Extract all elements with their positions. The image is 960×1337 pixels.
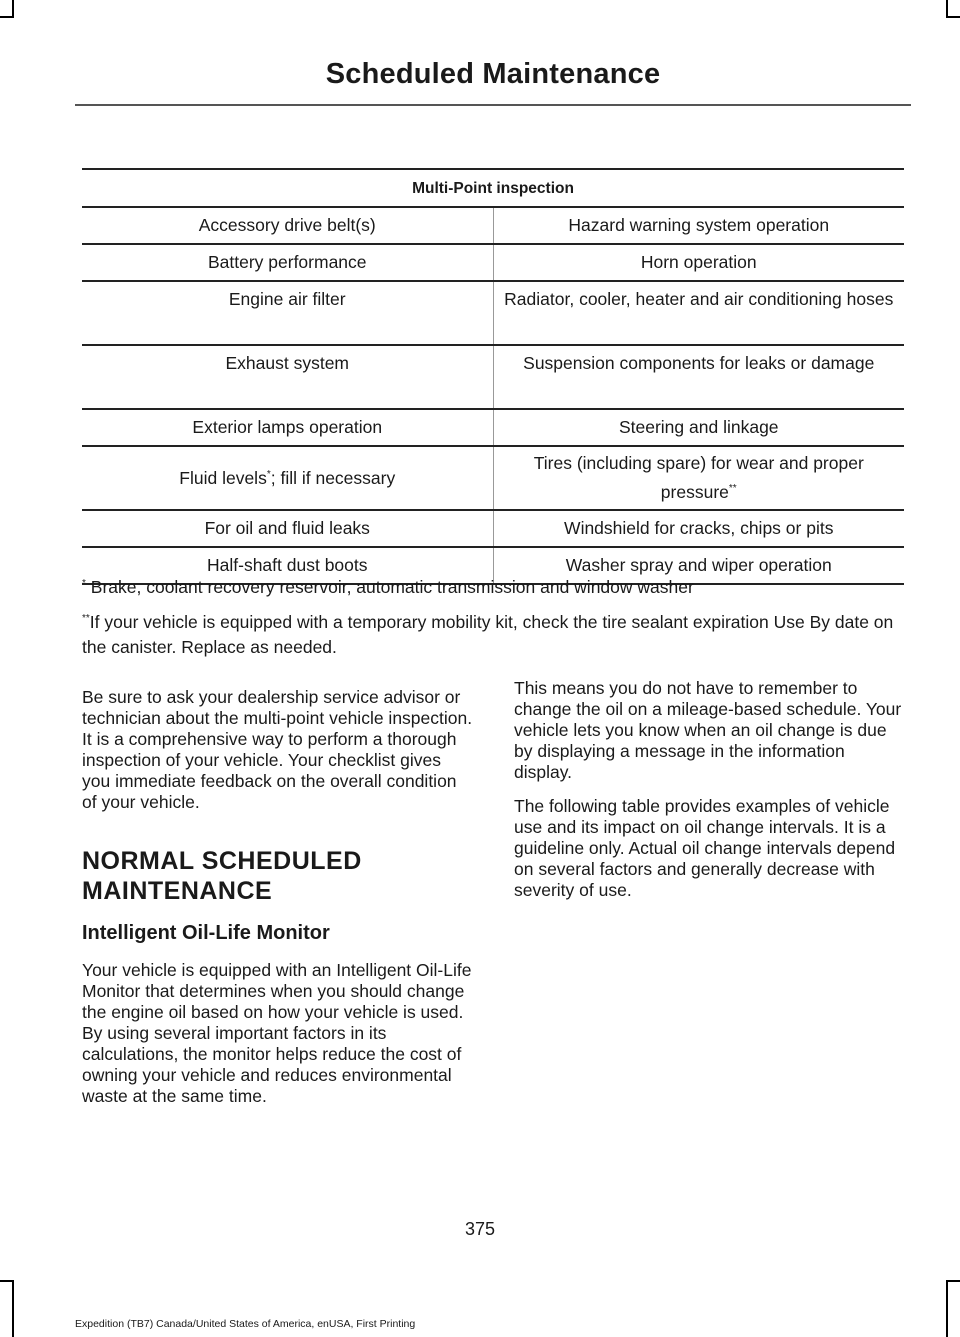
intro-paragraph: Be sure to ask your dealership service advisor or technician about the multi-point vehicle inspection. It is a comprehensive way to perform a thorough inspection of your vehicle. Your checklist gives you immediate feedback on the overall condition of your vehicle.: [82, 687, 473, 812]
table-cell: Washer spray and wiper operation: [493, 547, 904, 584]
table-cell: Battery performance: [82, 244, 493, 281]
multi-point-inspection-table: [82, 168, 904, 585]
table-row: [82, 510, 904, 547]
table-cell: Windshield for cracks, chips or pits: [493, 510, 904, 547]
crop-mark: [0, 1280, 14, 1282]
footnote-text: Brake, coolant recovery reservoir, automatic transmission and window washer: [85, 577, 694, 597]
cell-text: Fluid levels: [179, 467, 267, 488]
footnote-text: If your vehicle is equipped with a temporary mobility kit, check the tire sealant expiration Use By date on the canister. Replace as needed.: [82, 612, 894, 657]
table-cell: [82, 446, 493, 510]
table-cell: Accessory drive belt(s): [82, 207, 493, 244]
right-column: [514, 678, 906, 914]
crop-mark: [946, 16, 960, 18]
table-cell: Exhaust system: [82, 345, 493, 409]
footnote-mark: **: [82, 613, 90, 625]
header-divider: [75, 104, 911, 106]
crop-mark: [946, 1280, 960, 1282]
cell-text: ; fill if necessary: [270, 467, 396, 488]
section-heading: MAINTENANCE: [82, 877, 273, 905]
section-heading: NORMAL SCHEDULED: [82, 847, 362, 875]
body-paragraph: This means you do not have to remember to change the oil on a mileage-based schedule. Your vehicle lets you know when an oil change is due by displaying a message in the information display.: [514, 678, 902, 782]
page-title: Scheduled Maintenance: [325, 58, 661, 90]
footnote: [82, 575, 912, 600]
footnote: [82, 610, 912, 660]
footnote-mark: *: [266, 468, 271, 480]
table-cell: Engine air filter: [82, 281, 493, 345]
crop-mark: [12, 1280, 14, 1337]
table-cell: Exterior lamps operation: [82, 409, 493, 446]
body-paragraph: The following table provides examples of vehicle use and its impact on oil change intervals. It is a guideline only. Actual oil change intervals depend on several factors and generally decrease with severity of use.: [514, 796, 896, 900]
cell-text: Tires (including spare) for wear and proper pressure: [533, 453, 864, 502]
body-paragraph: Your vehicle is equipped with an Intelligent Oil-Life Monitor that determines when you should change the engine oil based on how your vehicle is used. By using several important factors in its calculations, the monitor helps reduce the cost of owning your vehicle and reduces environmental waste at the same time.: [82, 960, 472, 1106]
table-cell: Steering and linkage: [493, 409, 904, 446]
table-cell: For oil and fluid leaks: [82, 510, 493, 547]
table-row: [82, 345, 904, 409]
table-row: [82, 244, 904, 281]
table-cell: [493, 446, 904, 510]
table-header-row: [82, 169, 904, 207]
crop-mark: [946, 1280, 948, 1337]
table-heading: Multi-Point inspection: [82, 169, 904, 207]
page-number: 375: [464, 1219, 496, 1239]
table-row: [82, 409, 904, 446]
table-cell: Suspension components for leaks or damage: [493, 345, 904, 409]
footer-text: Expedition (TB7) Canada/United States of America, enUSA, First Printing: [75, 1318, 416, 1330]
table-cell: Hazard warning system operation: [493, 207, 904, 244]
table-row: [82, 207, 904, 244]
table-row: [82, 281, 904, 345]
subheading: Intelligent Oil-Life Monitor: [82, 922, 330, 944]
left-column: [82, 687, 474, 1120]
table-cell: Radiator, cooler, heater and air conditioning hoses: [493, 281, 904, 345]
crop-mark: [0, 16, 14, 18]
table-row: [82, 446, 904, 510]
table-cell: Half-shaft dust boots: [82, 547, 493, 584]
table-cell: Horn operation: [493, 244, 904, 281]
footnote-mark: **: [728, 483, 737, 495]
footnote-mark: *: [82, 578, 86, 590]
